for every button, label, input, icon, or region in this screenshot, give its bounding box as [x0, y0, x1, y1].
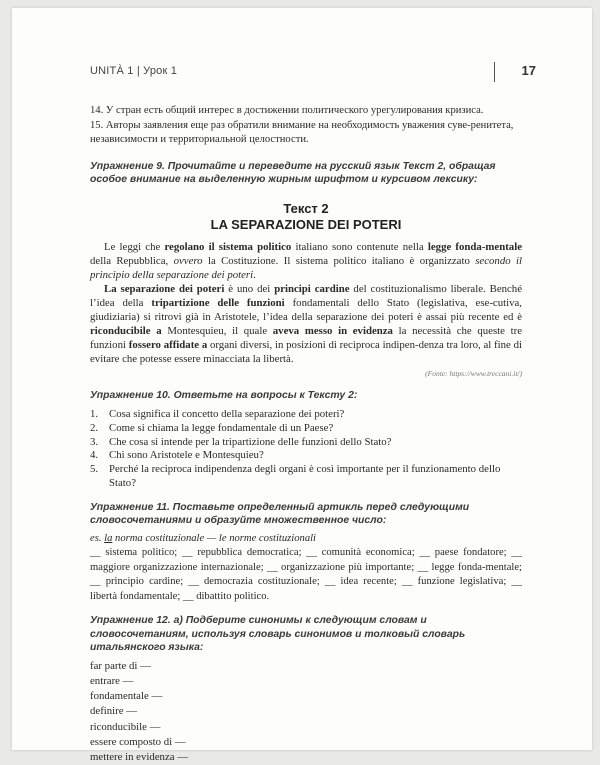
intro-sentences: [90, 104, 522, 148]
synonym-item: fondamentale —: [90, 690, 163, 703]
question-item: [90, 449, 522, 463]
text-2-source: (Fonte: https://www.treccani.it/): [425, 368, 522, 378]
text-2-paragraph-2: [90, 282, 522, 366]
question-number: 5.: [90, 463, 99, 476]
header-divider: [494, 62, 495, 82]
exercise-9-title: Упражнение 9. Прочитайте и переведите на русский язык Текст 2, обращая особое внимание на выделенную жирным шрифтом и курсивом лексику:: [90, 160, 496, 185]
question-text: Come si chiama la legge fondamentale di un Paese?: [109, 421, 334, 434]
text-2-paragraph-1: [90, 240, 522, 282]
exercise-11-items: __ sistema politico; __ repubblica democratica; __ comunità economica; __ paese fondatore; __ maggiore organizzazione internazionale; __ organizzazione più importante; __ legge fonda-mentale; __ principio cardine; __ democrazia costituzionale; __ idea recente; __ funzione legislativa; __ libertà fondamentale; __ dibattito politico.: [90, 547, 522, 602]
page-number: 17: [521, 63, 536, 78]
text-2-title: LA SEPARAZIONE DEI POTERI: [210, 216, 402, 232]
example-article: la: [104, 532, 113, 544]
synonym-item: riconducibile —: [90, 720, 161, 733]
p1-text: della Repubblica,: [90, 254, 174, 267]
p2-text: del costituzionalismo liberale. Benché l’idea della: [90, 282, 523, 309]
text-2-heading: Текст 2: [283, 200, 329, 216]
page-header: [90, 62, 544, 84]
p1-text: .: [253, 268, 256, 281]
question-number: 4.: [90, 449, 99, 462]
question-text: Chi sono Aristotele e Montesquieu?: [109, 449, 264, 462]
question-text: Che cosa si intende per la tripartizione delle funzioni dello Stato?: [109, 435, 392, 448]
question-item: [90, 436, 522, 450]
question-text: Perché la reciproca indipendenza degli organi è così importante per il funzionamento dello Stato?: [109, 463, 501, 489]
p2-bold-term: La separazione dei poteri: [104, 282, 225, 295]
example-prefix: es.: [90, 532, 105, 544]
question-item: [90, 408, 522, 422]
question-text: Cosa significa il concetto della separazione dei poteri?: [109, 408, 345, 420]
exercise-11-example: [90, 532, 522, 547]
unit-lesson-label: UNITÀ 1 | Урок 1: [90, 65, 178, 77]
p2-text: organi diversi, in posizioni di reciproca indipen-denza tra loro, al fine di evitare che potesse essere minacciata la libertà.: [90, 338, 522, 365]
p2-text: è uno dei: [224, 282, 275, 295]
p1-bold-term: regolano il sistema politico: [164, 240, 292, 253]
synonym-item: mettere in evidenza —: [90, 751, 189, 763]
p1-text: la Costituzione. Il sistema politico italiano è organizzato: [202, 254, 476, 267]
synonym-item: far parte di —: [90, 659, 151, 672]
text-2-body: [90, 240, 522, 381]
synonym-item: essere composto di —: [90, 735, 186, 748]
text-2-heading-block: [90, 201, 522, 233]
p2-text: fondamentali dello Stato (legislativa, ese-cutiva, giudiziaria) si ritrovi già in Aristotele, l’idea della separazione dei poteri è assai più recente ed è: [90, 296, 523, 323]
p1-italic-term: secondo il principio della separazione dei poteri: [90, 254, 522, 281]
question-number: 3.: [90, 435, 99, 448]
p1-text: italiano sono contenute nella: [291, 240, 428, 253]
question-number: 1.: [90, 408, 99, 420]
p2-bold-term: aveva messo in evidenza: [272, 324, 393, 337]
exercise-11-title: Упражнение 11. Поставьте определенный артикль перед следующими словосочетаниями и образуйте множественное число:: [90, 501, 470, 527]
exercise-11-body: [90, 532, 522, 605]
sentence-14: 14. У стран есть общий интерес в достижении политического урегулирования кризиса.: [90, 105, 484, 116]
question-item: [90, 422, 522, 436]
synonym-item: entrare —: [90, 674, 134, 687]
exercise-12-items: [90, 659, 522, 765]
exercise-12-title: Упражнение 12. а) Подберите синонимы к следующим словам и словосочетаниям, используя словарь синонимов и толковый словарь итальянского языка:: [90, 615, 466, 654]
exercise-10-questions: [90, 408, 522, 491]
p2-bold-term: principi cardine: [274, 282, 350, 295]
p2-text: Montesquieu, il quale: [161, 324, 273, 337]
p1-bold-term: legge fonda-mentale: [427, 240, 522, 253]
example-text: norma costituzionale — le norme costituzionali: [112, 532, 317, 544]
p2-bold-term: tripartizione delle funzioni: [151, 296, 285, 309]
p2-text: la necessità che queste tre funzioni: [90, 324, 522, 351]
p2-bold-term: fossero affidate a: [128, 338, 208, 351]
question-number: 2.: [90, 421, 99, 434]
page-content: [90, 104, 522, 765]
question-item: [90, 463, 522, 491]
p1-italic-term: ovvero: [173, 254, 203, 267]
textbook-page: [12, 8, 592, 763]
exercise-10-title: Упражнение 10. Ответьте на вопросы к Тексту 2:: [90, 389, 358, 401]
synonym-item: definire —: [90, 705, 138, 718]
p1-text: Le leggi che: [104, 240, 165, 253]
p2-bold-term: riconducibile a: [90, 324, 162, 337]
sentence-15: 15. Авторы заявления еще раз обратили внимание на необходимость уважения суве-ренитета, независимости и территориальной целостности.: [90, 119, 514, 145]
